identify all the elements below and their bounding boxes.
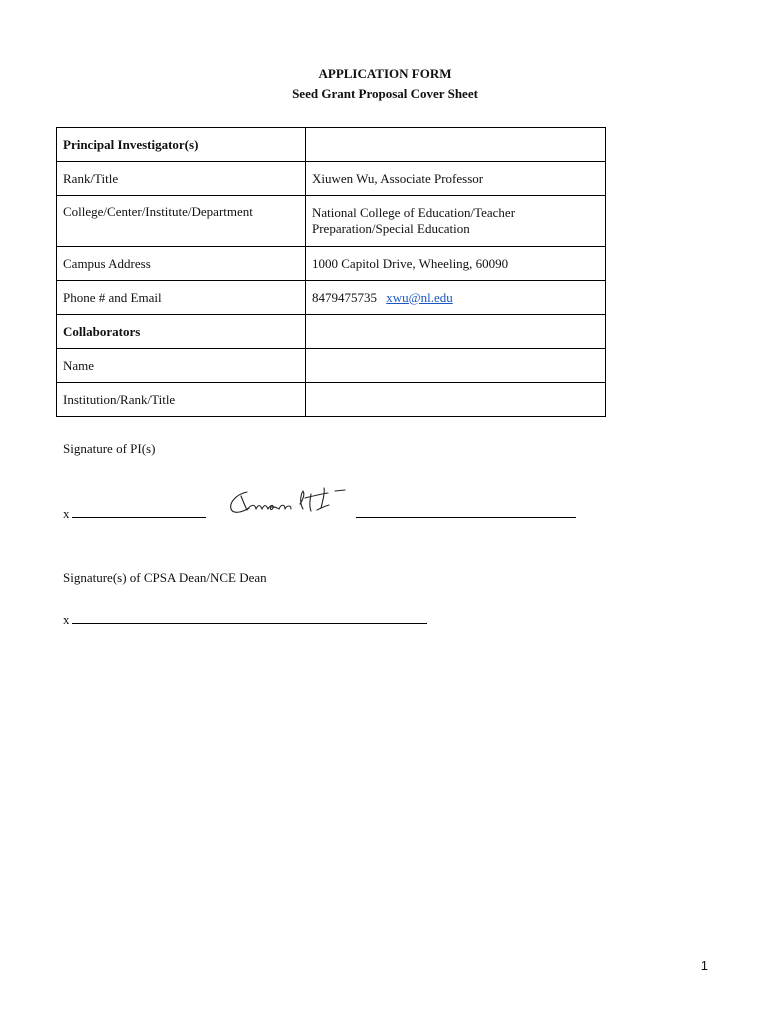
table-row [57,128,606,162]
table-row [57,281,606,315]
page-number: 1 [700,958,708,973]
row-value-rank-title[interactable]: Xiuwen Wu, Associate Professor [306,162,606,196]
row-value-institution-rank-title[interactable] [306,383,606,417]
form-subtitle: Seed Grant Proposal Cover Sheet [292,86,478,101]
table-row [57,349,606,383]
row-label-college: College/Center/Institute/Department [57,196,306,247]
table-row [57,196,606,247]
pi-signature-line[interactable] [72,517,206,518]
college-value-line-2: Preparation/Special Education [312,221,470,236]
table-row [57,383,606,417]
row-label-phone-email: Phone # and Email [57,281,306,315]
row-label-principal-investigator: Principal Investigator(s) [57,128,306,162]
row-value-college[interactable] [306,196,606,247]
dean-signature-line[interactable] [72,623,427,624]
college-value-line-1: National College of Education/Teacher [312,205,516,220]
row-value-name[interactable] [306,349,606,383]
pi-date-line[interactable] [356,517,576,518]
table-row [57,162,606,196]
phone-number: 8479475735 [312,289,377,305]
row-value-campus-address[interactable]: 1000 Capitol Drive, Wheeling, 60090 [306,247,606,281]
email-link[interactable]: xwu@nl.edu [386,289,453,305]
pi-signature-label: Signature of PI(s) [63,441,156,456]
form-title: APPLICATION FORM [318,66,452,81]
table-row [57,315,606,349]
cover-sheet-table [56,127,606,417]
row-label-rank-title: Rank/Title [57,162,306,196]
row-value-collaborators[interactable] [306,315,606,349]
dean-signature-label: Signature(s) of CPSA Dean/NCE Dean [63,570,267,585]
pi-handwritten-signature [225,482,350,522]
row-label-name: Name [57,349,306,383]
row-label-collaborators: Collaborators [57,315,306,349]
pi-signature-x-mark: x [63,506,70,521]
dean-signature-x-mark: x [63,612,70,627]
row-label-institution-rank-title: Institution/Rank/Title [57,383,306,417]
table-row [57,247,606,281]
row-label-campus-address: Campus Address [57,247,306,281]
row-value-phone-email[interactable] [306,281,606,315]
row-value-principal-investigator[interactable] [306,128,606,162]
